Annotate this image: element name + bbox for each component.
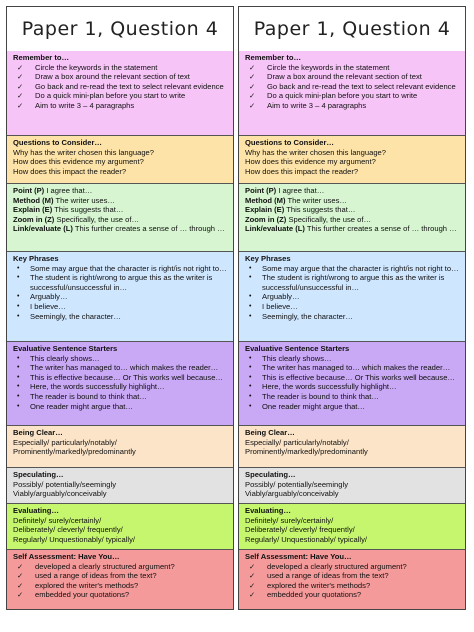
bullet-icon: • (17, 293, 20, 301)
text-line: Deliberately/ cleverly/ frequently/ (245, 525, 355, 535)
text-line: Regularly/ Unquestionably/ typically/ (13, 534, 135, 544)
text-line: How does this impact the reader? (13, 166, 127, 176)
check-icon: ✓ (17, 571, 24, 581)
list-item: ✓ Draw a box around the relevant section of text (249, 72, 422, 82)
list-item: • Seemingly, the character… (17, 311, 122, 321)
list-item: ✓ Do a quick mini-plan before you start to write (17, 91, 186, 101)
list-item: • Some may argue that the character is right/is not right to… (17, 263, 227, 273)
check-icon: ✓ (249, 590, 256, 600)
check-icon: ✓ (17, 561, 24, 571)
list-item: • Some may argue that the character is right/is not right to… (249, 263, 459, 273)
list-item: ✓ Circle the keywords in the statement (249, 62, 390, 72)
revision-card-right (238, 6, 466, 610)
check-icon: ✓ (249, 571, 256, 581)
bullet-icon: • (249, 312, 252, 320)
bullet-icon: • (17, 373, 20, 381)
section-heading: Questions to Consider… (13, 138, 103, 147)
list-item: • The writer has managed to… which makes the reader… (17, 363, 219, 373)
section-heading: Evaluative Sentence Starters (245, 344, 350, 353)
questions-section (7, 135, 233, 183)
list-item: ✓ Go back and re-read the text to select relevant evidence (17, 81, 224, 91)
text-line: Prominently/markedly/predominantly (245, 447, 368, 457)
text-line: Viably/arguably/conceivably (13, 489, 107, 499)
list-item: • Here, the words successfully highlight… (249, 382, 397, 392)
list-item: • This clearly shows… (17, 353, 100, 363)
text-line: Definitely/ surely/certainly/ (245, 515, 334, 525)
section-heading: Self Assessment: Have You… (13, 552, 120, 561)
list-item: ✓ Aim to write 3 – 4 paragraphs (17, 100, 135, 110)
starters-section (239, 341, 465, 425)
text-line: Deliberately/ cleverly/ frequently/ (13, 525, 123, 535)
section-heading: Being Clear… (13, 428, 63, 437)
list-item: • The student is right/wrong to argue this as the writer is successful/unsuccessful in… (17, 273, 213, 292)
section-heading: Being Clear… (245, 428, 295, 437)
list-item: • This clearly shows… (249, 353, 332, 363)
list-item: ✓ developed a clearly structured argument? (17, 561, 175, 571)
text-line: Why has the writer chosen this language? (245, 147, 386, 157)
text-line: How does this evidence my argument? (245, 157, 376, 167)
bullet-icon: • (17, 274, 20, 282)
bullet-icon: • (249, 364, 252, 372)
bullet-icon: • (17, 383, 20, 391)
text-line: Definitely/ surely/certainly/ (13, 515, 102, 525)
section-heading: Speculating… (245, 470, 296, 479)
bullet-icon: • (17, 392, 20, 400)
list-item: • Here, the words successfully highlight… (17, 382, 165, 392)
list-item: • This is effective because… Or This works well because… (17, 372, 224, 382)
key-phrases-section (7, 251, 233, 341)
section-heading: Key Phrases (245, 254, 291, 263)
list-item: • I believe… (17, 301, 66, 311)
list-item: ✓ Aim to write 3 – 4 paragraphs (249, 100, 367, 110)
starters-section (7, 341, 233, 425)
check-icon: ✓ (17, 62, 24, 72)
check-icon: ✓ (17, 72, 24, 82)
bullet-icon: • (249, 274, 252, 282)
text-line: Method (M) The writer uses… (13, 195, 115, 205)
section-heading: Key Phrases (13, 254, 59, 263)
section-heading: Evaluating… (245, 506, 291, 515)
bullet-icon: • (249, 354, 252, 362)
list-item: ✓ explored the writer's methods? (249, 580, 371, 590)
speculating-section (239, 467, 465, 503)
list-item: ✓ Go back and re-read the text to select relevant evidence (249, 81, 456, 91)
list-item: • The reader is bound to think that… (249, 391, 379, 401)
section-heading: Evaluating… (13, 506, 59, 515)
check-icon: ✓ (249, 62, 256, 72)
check-icon: ✓ (17, 81, 24, 91)
text-line: Prominently/markedly/predominantly (13, 447, 136, 457)
pmezl-section (7, 183, 233, 251)
evaluating-section (7, 503, 233, 549)
bullet-icon: • (249, 383, 252, 391)
self-assessment-section (7, 549, 233, 609)
section-heading: Speculating… (13, 470, 64, 479)
list-item: • Arguably… (249, 292, 300, 302)
revision-card-left (6, 6, 234, 610)
list-item: ✓ explored the writer's methods? (17, 580, 139, 590)
section-heading: Questions to Consider… (245, 138, 335, 147)
text-line: Zoom in (Z) Specifically, the use of… (13, 214, 140, 224)
check-icon: ✓ (249, 580, 256, 590)
section-heading: Remember to… (245, 53, 302, 62)
key-phrases-section (239, 251, 465, 341)
bullet-icon: • (17, 312, 20, 320)
check-icon: ✓ (17, 580, 24, 590)
text-line: How does this evidence my argument? (13, 157, 144, 167)
being-clear-section (7, 425, 233, 467)
text-line: Point (P) I agree that… (245, 186, 325, 195)
list-item: ✓ Draw a box around the relevant section of text (17, 72, 190, 82)
list-item: • Seemingly, the character… (249, 311, 354, 321)
bullet-icon: • (17, 402, 20, 410)
text-line: Explain (E) This suggests that… (245, 205, 356, 215)
check-icon: ✓ (249, 81, 256, 91)
bullet-icon: • (249, 302, 252, 310)
section-heading: Remember to… (13, 53, 70, 62)
text-line: Method (M) The writer uses… (245, 195, 347, 205)
bullet-icon: • (249, 373, 252, 381)
list-item: • One reader might argue that… (249, 401, 365, 411)
bullet-icon: • (17, 302, 20, 310)
text-line: Why has the writer chosen this language? (13, 147, 154, 157)
section-heading: Evaluative Sentence Starters (13, 344, 118, 353)
list-item: • This is effective because… Or This works well because… (249, 372, 456, 382)
check-icon: ✓ (17, 91, 24, 101)
text-line: Especially/ particularly/notably/ (245, 437, 349, 447)
bullet-icon: • (249, 392, 252, 400)
list-item: • The student is right/wrong to argue this as the writer is successful/unsuccessful in… (249, 273, 445, 292)
list-item: • The writer has managed to… which makes the reader… (249, 363, 451, 373)
bullet-icon: • (17, 354, 20, 362)
check-icon: ✓ (249, 91, 256, 101)
text-line: Possibly/ potentially/seemingly (245, 479, 348, 489)
check-icon: ✓ (249, 561, 256, 571)
card-title: Paper 1, Question 4 (7, 7, 233, 52)
text-line: Possibly/ potentially/seemingly (13, 479, 116, 489)
list-item: ✓ used a range of ideas from the text? (17, 571, 157, 581)
check-icon: ✓ (17, 590, 24, 600)
being-clear-section (239, 425, 465, 467)
list-item: ✓ embedded your quotations? (249, 590, 362, 600)
self-assessment-section (239, 549, 465, 609)
bullet-icon: • (249, 293, 252, 301)
bullet-icon: • (17, 364, 20, 372)
text-line: Regularly/ Unquestionably/ typically/ (245, 534, 367, 544)
list-item: • Arguably… (17, 292, 68, 302)
check-icon: ✓ (249, 100, 256, 110)
text-line: Explain (E) This suggests that… (13, 205, 124, 215)
section-heading: Self Assessment: Have You… (245, 552, 352, 561)
text-line: Point (P) I agree that… (13, 186, 93, 195)
list-item: ✓ Circle the keywords in the statement (17, 62, 158, 72)
list-item: ✓ used a range of ideas from the text? (249, 571, 389, 581)
text-line: Zoom in (Z) Specifically, the use of… (245, 214, 372, 224)
check-icon: ✓ (17, 100, 24, 110)
text-line: How does this impact the reader? (245, 166, 359, 176)
pmezl-section (239, 183, 465, 251)
remember-section (7, 51, 233, 135)
list-item: ✓ Do a quick mini-plan before you start to write (249, 91, 418, 101)
check-icon: ✓ (249, 72, 256, 82)
speculating-section (7, 467, 233, 503)
bullet-icon: • (17, 264, 20, 272)
text-line: Viably/arguably/conceivably (245, 489, 339, 499)
text-line: Link/evaluate (L) This further creates a sense of … through … (13, 224, 225, 234)
list-item: • I believe… (249, 301, 298, 311)
card-title: Paper 1, Question 4 (239, 7, 465, 52)
list-item: ✓ embedded your quotations? (17, 590, 130, 600)
list-item: ✓ developed a clearly structured argument? (249, 561, 407, 571)
remember-section (239, 51, 465, 135)
text-line: Especially/ particularly/notably/ (13, 437, 117, 447)
bullet-icon: • (249, 402, 252, 410)
text-line: Link/evaluate (L) This further creates a sense of … through … (245, 224, 457, 234)
list-item: • The reader is bound to think that… (17, 391, 147, 401)
evaluating-section (239, 503, 465, 549)
questions-section (239, 135, 465, 183)
bullet-icon: • (249, 264, 252, 272)
list-item: • One reader might argue that… (17, 401, 133, 411)
